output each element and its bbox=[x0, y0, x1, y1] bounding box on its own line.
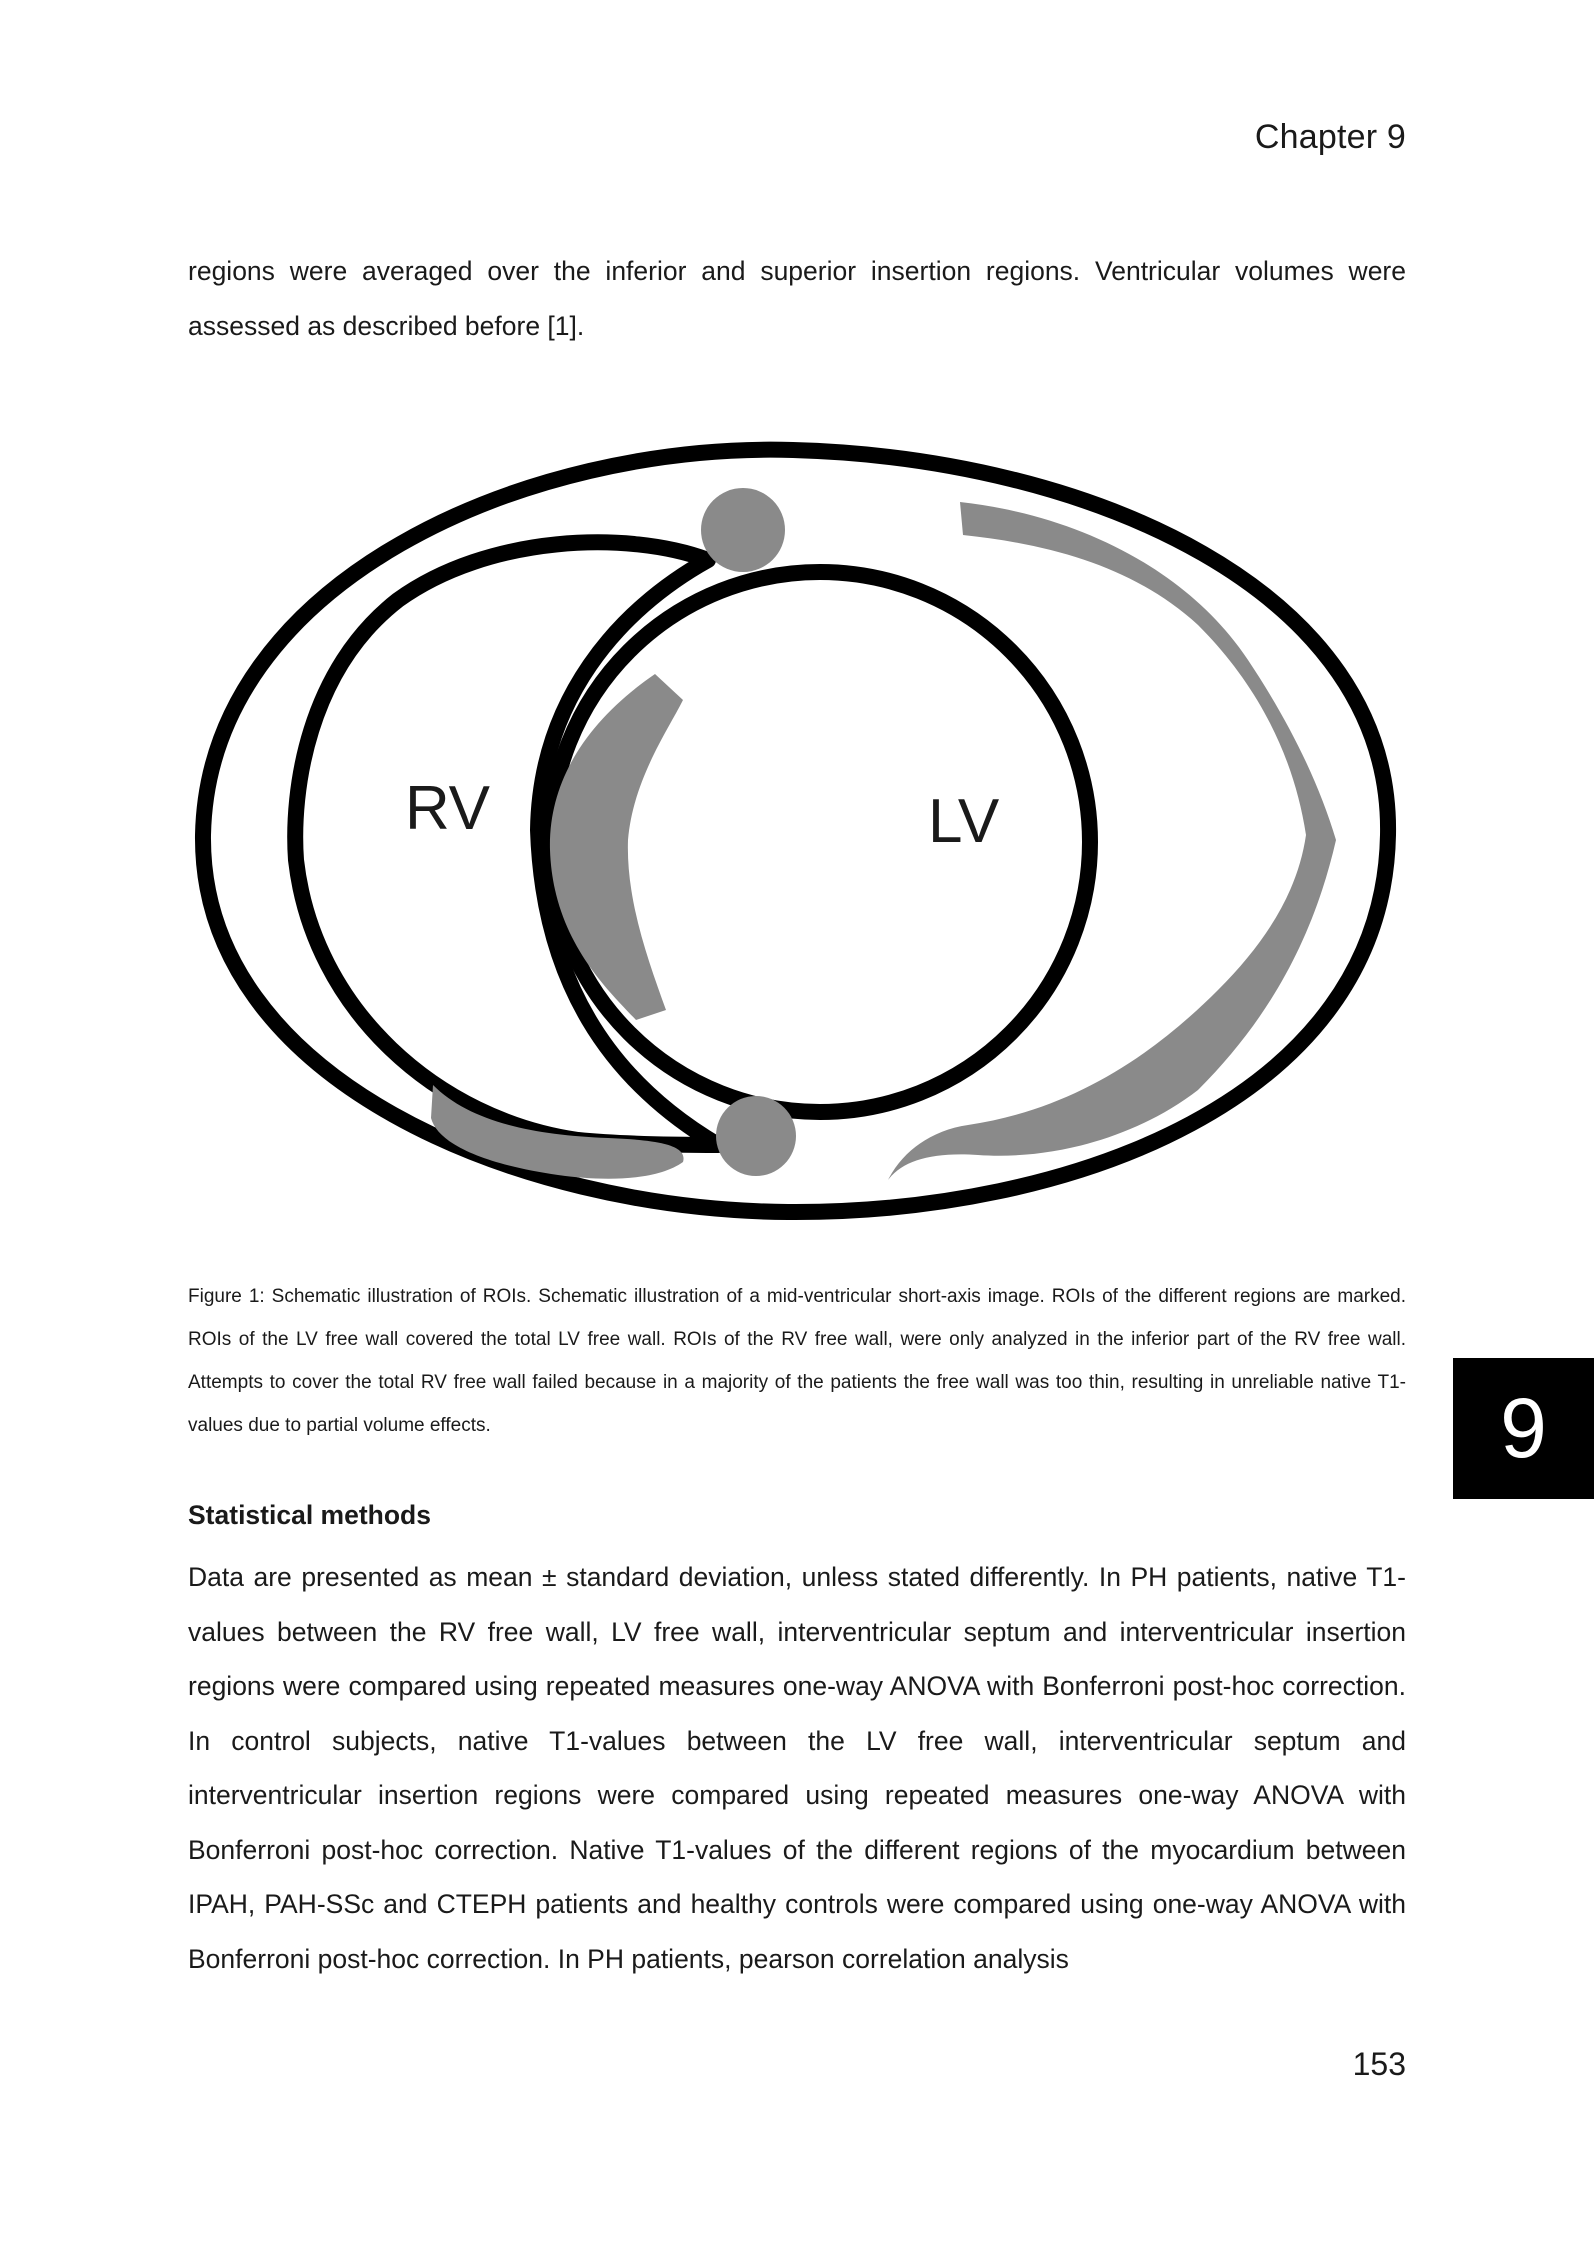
section-heading-statistical-methods: Statistical methods bbox=[188, 1500, 431, 1530]
chapter-thumb-tab bbox=[1453, 1358, 1594, 1499]
chapter-tab-number: 9 bbox=[1500, 1381, 1547, 1475]
intro-paragraph: regions were averaged over the inferior and superior insertion regions. Ventricular volumes were assessed as described before [1]. bbox=[188, 256, 1406, 341]
superior-insertion-roi bbox=[701, 488, 785, 572]
page-number: 153 bbox=[1352, 2046, 1406, 2082]
inferior-insertion-roi bbox=[716, 1096, 796, 1176]
figure-caption: Figure 1: Schematic illustration of ROIs. Schematic illustration of a mid-ventricular short-axis image. ROIs of the different regions are marked. ROIs of the LV free wall covered the total LV free wall. ROIs of the RV free wall, were only analyzed in the inferior part of the RV free wall. Attempts to cover the total RV free wall failed because in a majority of the patients the free wall was too thin, resulting in unreliable native T1-values due to partial volume effects. bbox=[188, 1286, 1406, 1436]
running-header-chapter: Chapter 9 bbox=[1254, 118, 1406, 156]
roi-schematic-svg bbox=[188, 420, 1406, 1240]
roi-schematic-figure bbox=[188, 420, 1406, 1240]
lv-label: LV bbox=[928, 787, 1000, 856]
statistical-methods-paragraph: Data are presented as mean ± standard deviation, unless stated differently. In PH patients, native T1-values between the RV free wall, LV free wall, interventricular septum and interventricular insertion regions were compared using repeated measures one-way ANOVA with Bonferroni post-hoc correction. In control subjects, native T1-values between the LV free wall, interventricular septum and interventricular insertion regions were compared using repeated measures one-way ANOVA with Bonferroni post-hoc correction. Native T1-values of the different regions of the myocardium between IPAH, PAH-SSc and CTEPH patients and healthy controls were compared using one-way ANOVA with Bonferroni post-hoc correction. In PH patients, pearson correlation analysis bbox=[188, 1562, 1406, 1974]
lv-circle-outline bbox=[550, 572, 1090, 1112]
outer-ellipse-outline bbox=[203, 450, 1388, 1212]
rv-label: RV bbox=[405, 774, 491, 843]
